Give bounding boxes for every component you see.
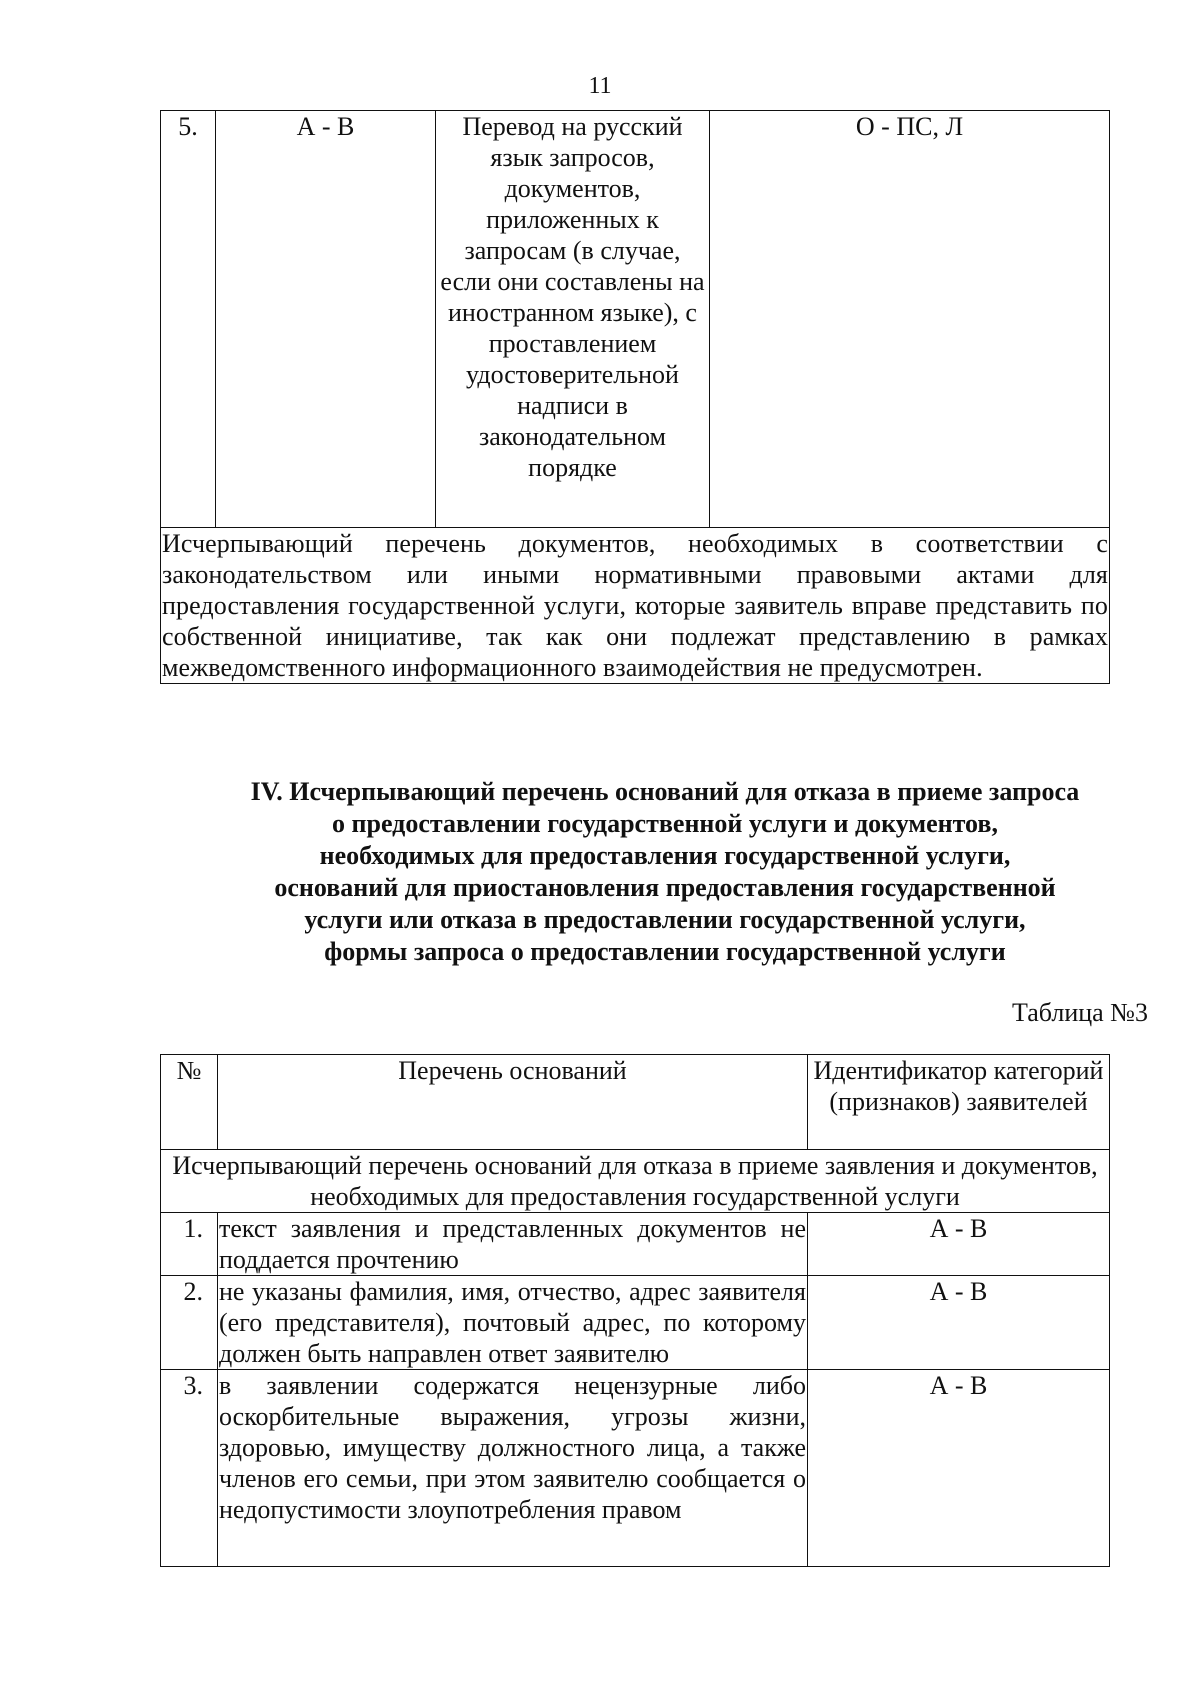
identifier-cell: А - В — [808, 1213, 1110, 1276]
table-row — [161, 1370, 1110, 1567]
table-row — [161, 111, 1110, 528]
header-identifier: Идентификатор категорий (признаков) заявителей — [808, 1055, 1110, 1150]
heading-line: IV. Исчерпывающий перечень оснований для отказа в приеме запроса — [250, 777, 1080, 806]
section-heading — [150, 776, 1180, 968]
row-number-cell: 2. — [161, 1276, 218, 1370]
table-row — [161, 1213, 1110, 1276]
row-number-cell: 5. — [161, 111, 216, 528]
table-row — [161, 1276, 1110, 1370]
header-reasons: Перечень оснований — [218, 1055, 808, 1150]
reason-cell: текст заявления и представленных документов не поддается прочтению — [219, 1214, 806, 1274]
row-number-cell: 3. — [161, 1370, 218, 1567]
row-number-cell: 1. — [161, 1213, 218, 1276]
table-caption: Таблица №3 — [1011, 998, 1148, 1027]
heading-line: оснований для приостановления предоставления государственной — [274, 873, 1056, 902]
identifier-cell: А - В — [808, 1370, 1110, 1567]
document-description-cell: Перевод на русский язык запросов, документов, приложенных к запросам (в случае, если они составлены на иностранном языке), с проставлением удостоверительной надписи в законодательном порядке — [436, 111, 710, 528]
table-header-row — [161, 1055, 1110, 1150]
documents-table-continuation — [160, 110, 1110, 684]
refusal-grounds-table — [160, 1054, 1110, 1567]
header-number: № — [161, 1055, 218, 1150]
applicant-category-cell: А - В — [216, 111, 436, 528]
heading-line: формы запроса о предоставлении государственной услуги — [324, 937, 1006, 966]
table-note-cell: Исчерпывающий перечень документов, необходимых в соответствии с законодательством или иными нормативными правовыми актами для предоставления государственной услуги, которые заявитель вправе представить по собственной инициативе, так как они подлежат представлению в рамках межведомственного информационного взаимодействия не предусмотрен. — [162, 529, 1108, 682]
reason-cell: в заявлении содержатся нецензурные либо оскорбительные выражения, угрозы жизни, здоровью, имуществу должностного лица, а также членов его семьи, при этом заявителю сообщается о недопустимости злоупотребления правом — [218, 1370, 808, 1567]
heading-line: необходимых для предоставления государственной услуги, — [319, 841, 1011, 870]
table-subheader-row — [161, 1150, 1110, 1213]
table-row — [161, 528, 1110, 684]
page-number: 11 — [588, 73, 612, 99]
heading-line: услуги или отказа в предоставлении государственной услуги, — [304, 905, 1026, 934]
reason-cell: не указаны фамилия, имя, отчество, адрес заявителя (его представителя), почтовый адрес, по которому должен быть направлен ответ заявителю — [219, 1277, 806, 1368]
table-subheader-cell: Исчерпывающий перечень оснований для отказа в приеме заявления и документов, необходимых для предоставления государственной услуги — [161, 1150, 1110, 1213]
document-requirement-cell: О - ПС, Л — [710, 111, 1110, 528]
identifier-cell: А - В — [808, 1276, 1110, 1370]
heading-line: о предоставлении государственной услуги и документов, — [332, 809, 998, 838]
